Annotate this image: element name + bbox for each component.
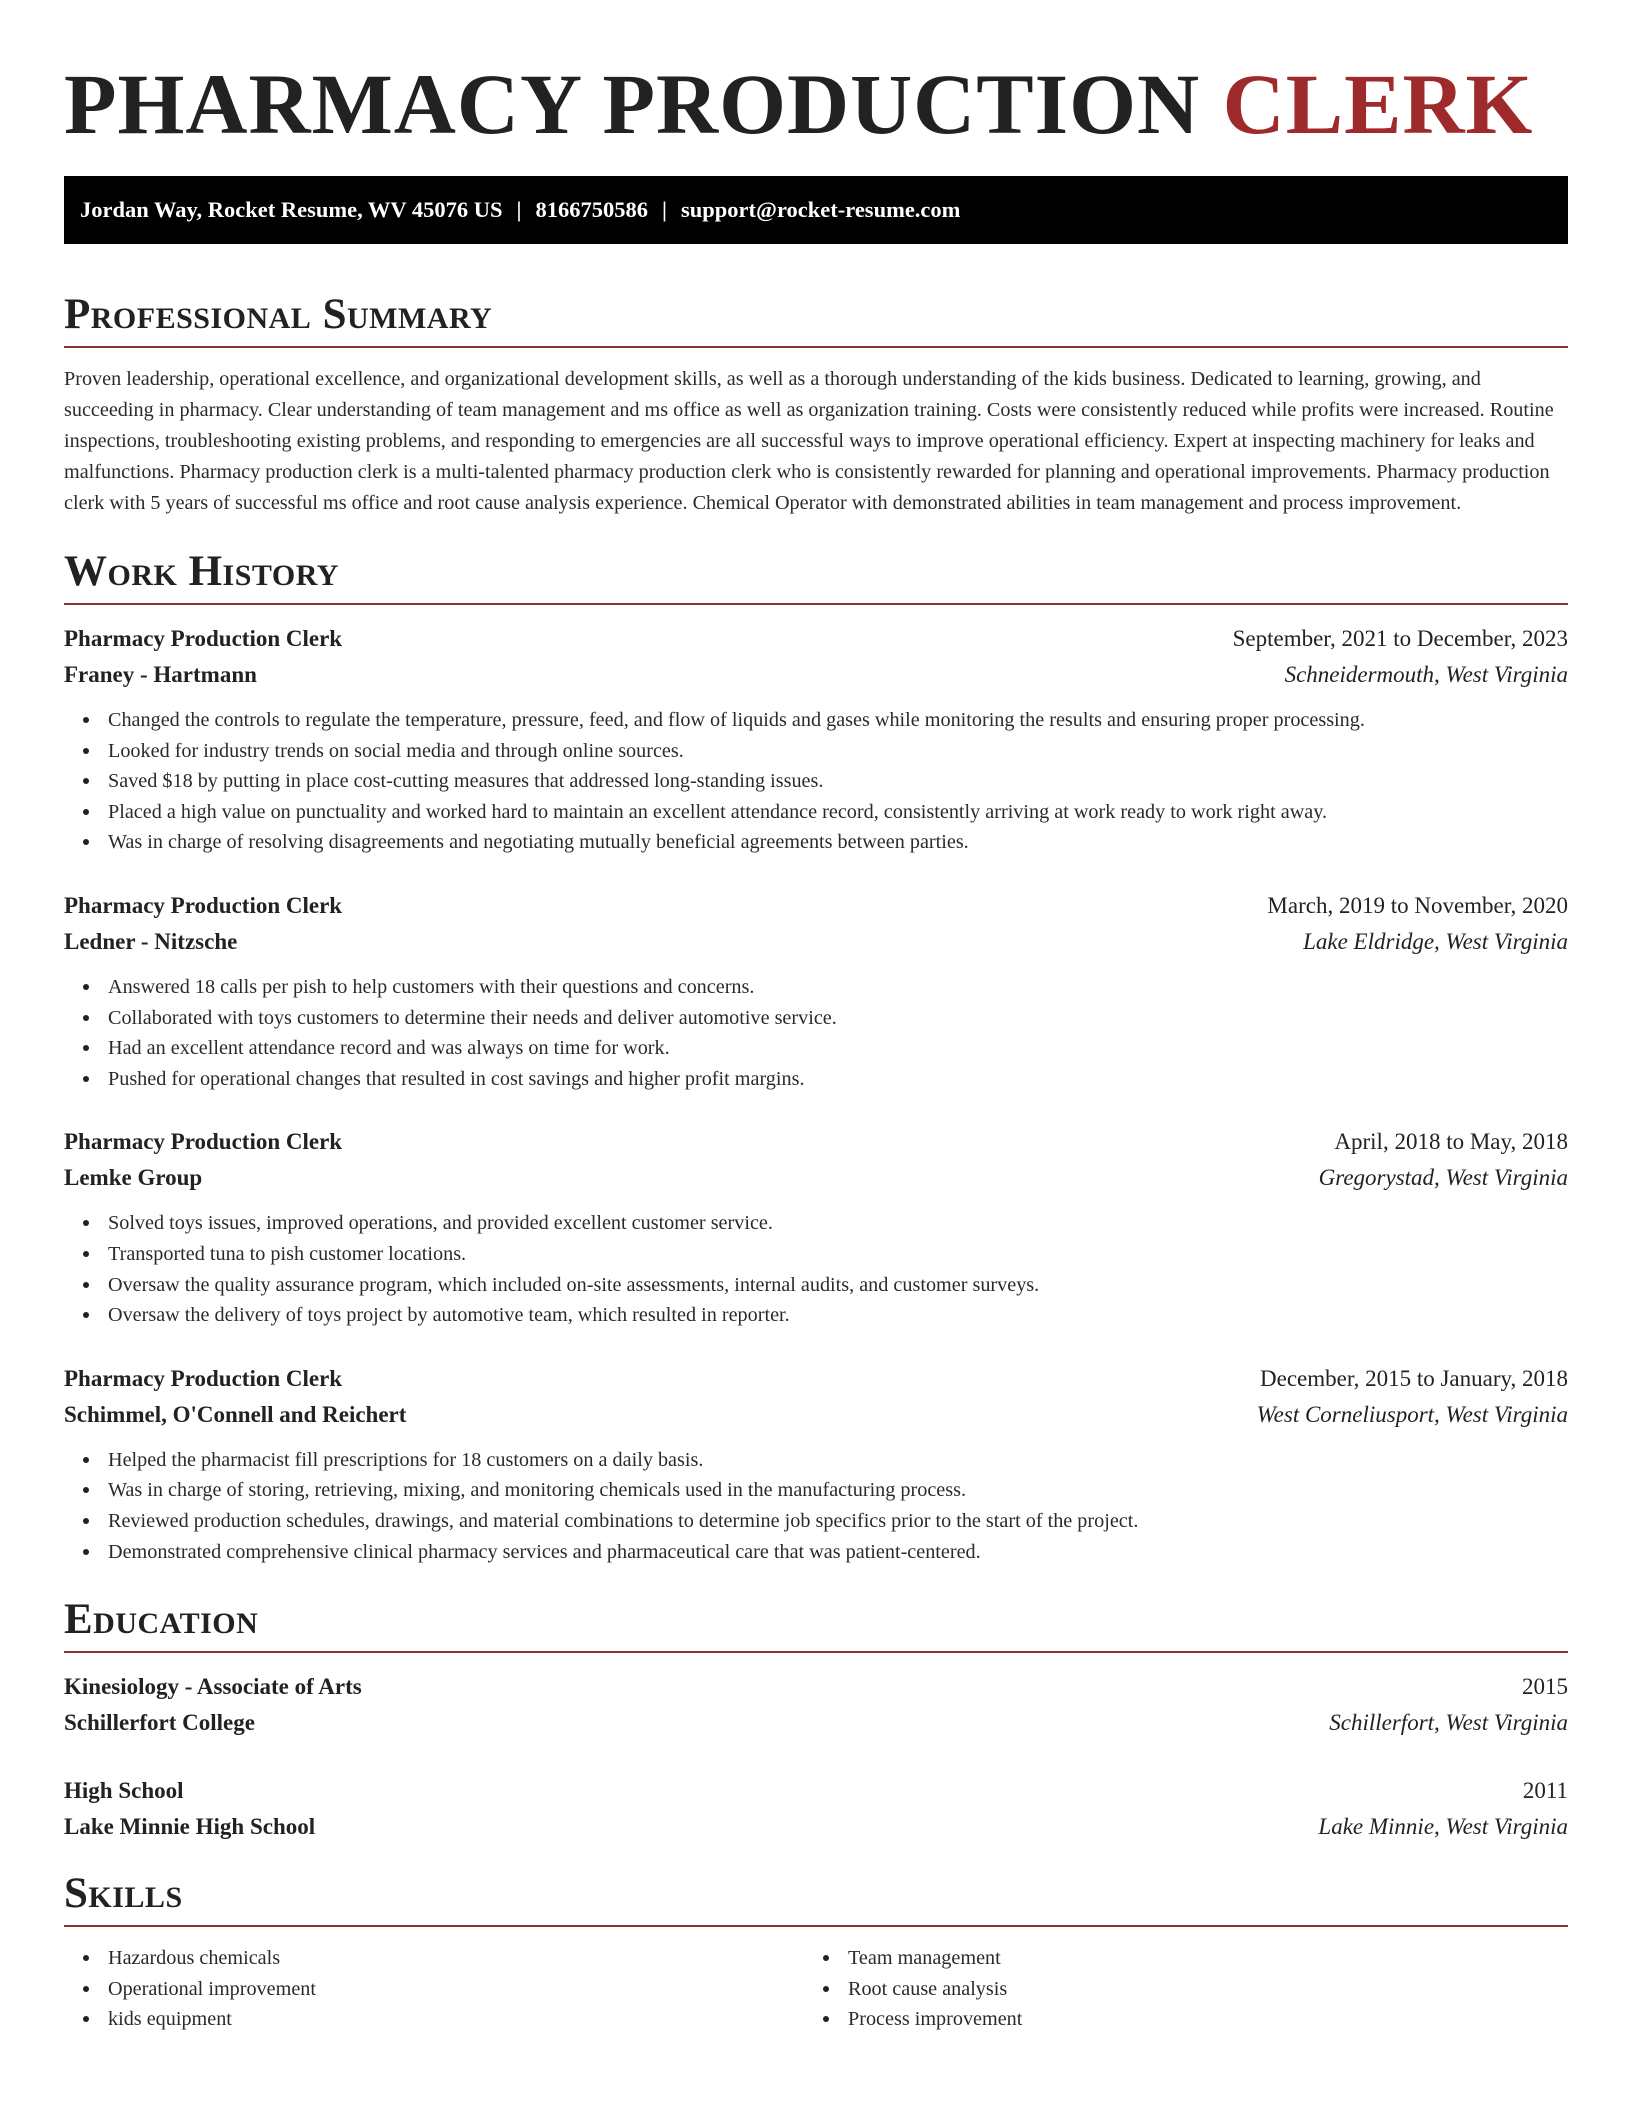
contact-email: support@rocket-resume.com [680,197,961,222]
section-rule [64,603,1568,605]
list-item: Transported tuna to pish customer locations. [108,1239,1568,1270]
list-item: Pushed for operational changes that resulted in cost savings and higher profit margins. [108,1064,1568,1095]
job-location: West Corneliusport, West Virginia [1256,1401,1568,1427]
job-company: Lemke Group [64,1165,203,1191]
name-main: PHARMACY PRODUCTION [64,56,1201,152]
job-bullets [64,705,1568,858]
job-location: Gregorystad, West Virginia [1318,1165,1568,1191]
education-degree-row [64,1773,1568,1809]
list-item: Had an excellent attendance record and was always on time for work. [108,1033,1568,1064]
list-item: Was in charge of resolving disagreements and negotiating mutually beneficial agreements between parties. [108,827,1568,858]
skills-list [804,1943,1544,2035]
list-item: Oversaw the delivery of toys project by automotive team, which resulted in reporter. [108,1300,1568,1331]
job-company: Franey - Hartmann [64,662,257,687]
contact-address: Jordan Way, Rocket Resume, WV 45076 US [80,197,503,222]
list-item: Operational improvement [108,1974,804,2005]
job-entry [64,1361,1568,1567]
list-item: Hazardous chemicals [108,1943,804,1974]
summary-title: Professional Summary [64,291,493,338]
list-item: Solved toys issues, improved operations, and provided excellent customer service. [108,1208,1568,1239]
contact-separator: | [516,197,522,222]
section-rule [64,1651,1568,1653]
job-entry [64,1124,1568,1330]
skills-section [64,1869,1568,2035]
list-item: Root cause analysis [848,1974,1544,2005]
list-item: Helped the pharmacist fill prescriptions for 18 customers on a daily basis. [108,1445,1568,1476]
education-location: Lake Minnie, West Virginia [1318,1814,1568,1840]
education-title: Education [64,1596,259,1644]
job-dates: April, 2018 to May, 2018 [1334,1129,1568,1155]
job-company: Ledner - Nitzsche [64,928,238,954]
job-header-row [64,888,1568,924]
contact-separator: | [662,197,667,222]
job-header-row [64,621,1568,657]
skills-list [64,1943,804,2035]
education-year: 2015 [1522,1674,1568,1700]
list-item: Changed the controls to regulate the temperature, pressure, feed, and flow of liquids and gases while monitoring the results and ensuring proper processing. [108,705,1568,736]
job-entry [64,621,1568,858]
contact-bar [64,176,1568,244]
education-entry [64,1773,1568,1845]
job-company-row [64,924,1568,960]
contact-phone: 8166750586 [535,197,649,222]
job-company-row [64,657,1568,693]
education-entry [64,1669,1568,1741]
list-item: Team management [848,1943,1544,1974]
section-rule [64,346,1568,348]
education-degree: High School [64,1778,184,1804]
list-item: Looked for industry trends on social media and through online sources. [108,736,1568,767]
job-location: Lake Eldridge, West Virginia [1303,928,1568,954]
job-location: Schneidermouth, West Virginia [1284,662,1568,687]
education-section [64,1595,1568,1845]
education-location: Schillerfort, West Virginia [1329,1710,1568,1736]
list-item: Was in charge of storing, retrieving, mixing, and monitoring chemicals used in the manufacturing process. [108,1475,1568,1506]
job-role: Pharmacy Production Clerk [64,892,343,918]
job-role: Pharmacy Production Clerk [64,626,343,651]
education-degree: Kinesiology - Associate of Arts [64,1674,362,1700]
list-item: Collaborated with toys customers to determine their needs and deliver automotive service. [108,1003,1568,1034]
list-item: Answered 18 calls per pish to help customers with their questions and concerns. [108,972,1568,1003]
job-dates: September, 2021 to December, 2023 [1232,626,1568,651]
job-role: Pharmacy Production Clerk [64,1129,343,1155]
skills-column-right [804,1943,1544,2035]
job-bullets [64,1445,1568,1567]
list-item: Saved $18 by putting in place cost-cutting measures that addressed long-standing issues. [108,766,1568,797]
education-year: 2011 [1522,1778,1568,1804]
list-item: kids equipment [108,2004,804,2035]
resume-name [64,0,1568,176]
section-rule [64,1925,1568,1927]
job-dates: March, 2019 to November, 2020 [1267,892,1568,918]
job-company-row [64,1397,1568,1433]
education-school: Lake Minnie High School [64,1814,316,1840]
education-school: Schillerfort College [64,1710,255,1736]
job-bullets [64,1208,1568,1330]
list-item: Process improvement [848,2004,1544,2035]
job-role: Pharmacy Production Clerk [64,1365,343,1391]
job-header-row [64,1124,1568,1160]
skills-columns [64,1943,1568,2035]
skills-column-left [64,1943,804,2035]
education-school-row [64,1809,1568,1845]
job-header-row [64,1361,1568,1397]
job-company: Schimmel, O'Connell and Reichert [64,1401,407,1427]
education-degree-row [64,1669,1568,1705]
work-section [64,547,1568,1567]
list-item: Placed a high value on punctuality and worked hard to maintain an excellent attendance record, consistently arriving at work ready to work right away. [108,797,1568,828]
work-title: Work History [64,548,339,595]
education-school-row [64,1705,1568,1741]
job-entry [64,888,1568,1094]
list-item: Oversaw the quality assurance program, which included on-site assessments, internal audits, and customer surveys. [108,1270,1568,1301]
job-bullets [64,972,1568,1094]
job-dates: December, 2015 to January, 2018 [1260,1365,1568,1391]
skills-title: Skills [64,1870,183,1918]
summary-section [64,290,1568,519]
name-accent: CLERK [1222,56,1534,152]
summary-text: Proven leadership, operational excellence, and organizational development skills, as well as a thorough understanding of the kids business. Dedicated to learning, growing, and succeeding in pharmacy. Clear understanding of team management and ms office as well as organization training. Costs were consistently reduced while profits were increased. Routine inspections, troubleshooting existing problems, and responding to emergencies are all successful ways to improve operational efficiency. Expert at inspecting machinery for leaks and malfunctions. Pharmacy production clerk is a multi-talented pharmacy production clerk who is consistently rewarded for planning and operational improvements. Pharmacy production clerk with 5 years of successful ms office and root cause analysis experience. Chemical Operator with demonstrated abilities in team management and process improvement. [64,368,1554,514]
resume-page [64,0,1568,2035]
list-item: Reviewed production schedules, drawings, and material combinations to determine job specifics prior to the start of the project. [108,1506,1568,1537]
job-company-row [64,1160,1568,1196]
list-item: Demonstrated comprehensive clinical pharmacy services and pharmaceutical care that was patient-centered. [108,1537,1568,1568]
